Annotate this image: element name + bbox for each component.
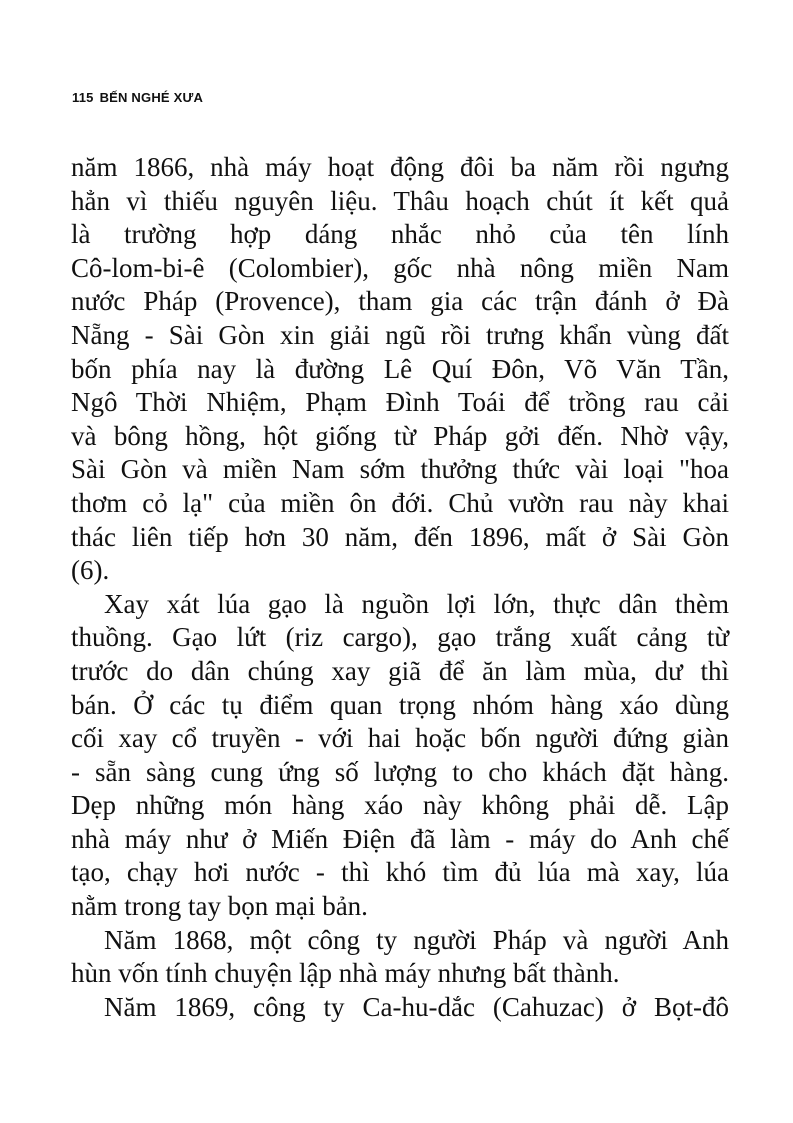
text-line: Năm 1869, công ty Ca-hu-dắc (Cahuzac) ở Bọt-đô — [104, 991, 729, 1022]
text-line: thuồng. Gạo lứt (riz cargo), gạo trắng xuất cảng từ — [71, 622, 729, 653]
text-line: Cô-lom-bi-ê (Colombier), gốc nhà nông miền Nam — [71, 252, 729, 283]
text-line: Xay xát lúa gạo là nguồn lợi lớn, thực dân thèm — [104, 588, 729, 619]
text-line: nhà máy như ở Miến Điện đã làm - máy do Anh chế — [71, 823, 729, 854]
text-line: (6). — [71, 555, 110, 586]
text-line: và bông hồng, hột giống từ Pháp gởi đến. Nhờ vậy, — [71, 420, 729, 451]
text-line: bán. Ở các tụ điểm quan trọng nhóm hàng xáo dùng — [71, 689, 729, 720]
page-number: 115 — [72, 90, 94, 105]
text-line: Dẹp những món hàng xáo này không phải dễ. Lập — [71, 790, 729, 821]
text-line: nằm trong tay bọn mại bản. — [71, 891, 368, 922]
text-line: trước do dân chúng xay giã để ăn làm mùa, dư thì — [71, 655, 729, 686]
text-line: Ngô Thời Nhiệm, Phạm Đình Toái để trồng rau cải — [71, 387, 729, 418]
text-line: hùn vốn tính chuyện lập nhà máy nhưng bất thành. — [71, 958, 620, 989]
text-line: là trường hợp dáng nhắc nhỏ của tên lính — [71, 219, 729, 250]
book-title: BẾN NGHÉ XƯA — [99, 90, 204, 105]
text-line: nước Pháp (Provence), tham gia các trận đánh ở Đà — [71, 286, 729, 317]
text-line: thác liên tiếp hơn 30 năm, đến 1896, mất ở Sài Gòn — [71, 521, 729, 552]
text-line: năm 1866, nhà máy hoạt động đôi ba năm rồi ngưng — [71, 152, 729, 182]
text-line: cối xay cổ truyền - với hai hoặc bốn người đứng giàn — [71, 723, 729, 754]
body-text — [71, 151, 729, 1024]
text-line: bốn phía nay là đường Lê Quí Đôn, Võ Văn Tần, — [71, 353, 729, 384]
text-line: Năm 1868, một công ty người Pháp và người Anh — [104, 924, 729, 955]
text-line: Sài Gòn và miền Nam sớm thưởng thức vài loại "hoa — [71, 454, 729, 485]
running-header — [72, 90, 209, 105]
text-line: - sẵn sàng cung ứng số lượng to cho khách đặt hàng. — [71, 756, 729, 787]
text-line: tạo, chạy hơi nước - thì khó tìm đủ lúa mà xay, lúa — [71, 857, 729, 888]
text-line: Nẵng - Sài Gòn xin giải ngũ rồi trưng khẩn vùng đất — [71, 319, 729, 350]
text-line: hẳn vì thiếu nguyên liệu. Thâu hoạch chút ít kết quả — [71, 185, 729, 216]
text-line: thơm cỏ lạ" của miền ôn đới. Chủ vườn rau này khai — [71, 487, 729, 518]
